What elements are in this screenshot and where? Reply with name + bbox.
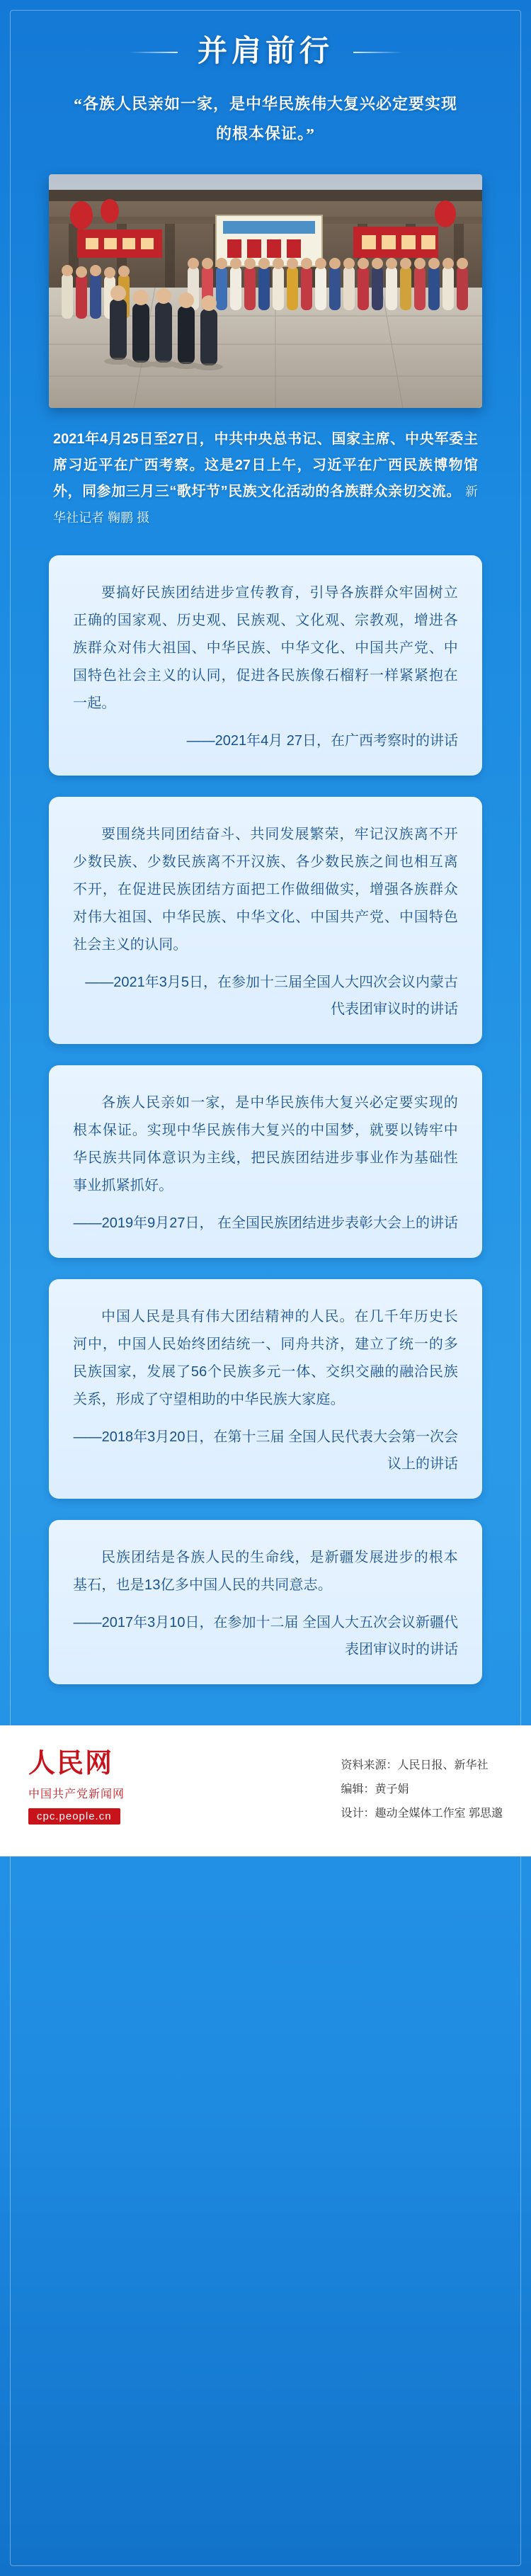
page-footer — [0, 1725, 531, 1856]
footer-credits — [341, 1749, 503, 1825]
poster-header — [27, 0, 504, 69]
quote-card-body: 民族团结是各族人民的生命线，是新疆发展进步的根本基石，也是13亿多中国人民的共同意志。 — [73, 1550, 458, 1594]
quote-card — [49, 1065, 482, 1258]
feature-photo-illustration — [49, 174, 482, 408]
photo-caption-text: 2021年4月25日至27日，中共中央总书记、国家主席、中央军委主席习近平在广西考察。这是27日上午，习近平在广西民族博物馆外，同参加三月三“歌圩节”民族文化活动的各族群众亲切交流。 — [53, 431, 478, 500]
quote-card — [49, 797, 482, 1044]
quote-card-source: ——2021年3月5日，在参加十三届全国人大四次会议内蒙古代表团审议时的讲话 — [85, 975, 458, 1018]
quote-card-body: 要围绕共同团结奋斗、共同发展繁荣，牢记汉族离不开少数民族、少数民族离不开汉族、各少数民族之间也相互离不开，在促进民族团结方面把工作做细做实，增强各族群众对伟大祖国、中华民族、中华文化、中国共产党、中国特色社会主义的认同。 — [73, 827, 458, 953]
page-title: 并肩前行 — [197, 35, 333, 68]
hero-quote-text: 各族人民亲如一家，是中华民族伟大复兴必定要实现的根本保证。 — [82, 95, 457, 143]
hero-quote — [67, 91, 464, 150]
feature-photo — [49, 174, 482, 408]
quote-card-list — [27, 555, 504, 1713]
photo-caption — [53, 426, 478, 531]
quote-card-body: 各族人民亲如一家，是中华民族伟大复兴必定要实现的根本保证。实现中华民族伟大复兴的中国梦，就要以铸牢中华民族共同体意识为主线，把民族团结进步事业作为基础性事业抓紧抓好。 — [73, 1095, 458, 1194]
quote-open-mark: “ — [73, 96, 83, 115]
logo-title: 人民网 — [28, 1749, 114, 1779]
logo-url-badge[interactable]: cpc.people.cn — [28, 1808, 120, 1825]
title-wrap — [190, 34, 341, 69]
people-cn-logo[interactable] — [28, 1749, 205, 1825]
quote-card — [49, 1279, 482, 1499]
footer-source-line: 资料来源：人民日报、新华社 — [341, 1759, 489, 1772]
footer-editor-line: 编辑：黄子娟 — [341, 1783, 409, 1795]
title-flourish-left-icon — [128, 52, 178, 53]
title-flourish-right-icon — [353, 52, 403, 53]
quote-card-body: 要搞好民族团结进步宣传教育，引导各族群众牢固树立正确的国家观、历史观、民族观、文化观、宗教观，增进各族群众对伟大祖国、中华民族、中华文化、中国共产党、中国特色社会主义的认同，促进各民族像石榴籽一样紧紧抱在一起。 — [73, 585, 458, 712]
photo-credit: 新华社记者 鞠鹏 摄 — [53, 484, 478, 526]
quote-card — [49, 1520, 482, 1684]
quote-close-mark: ” — [306, 126, 315, 145]
quote-card-source: ——2018年3月20日，在第十三届 全国人民代表大会第一次会议上的讲话 — [73, 1429, 458, 1473]
logo-subtitle: 中国共产党新闻网 — [28, 1788, 125, 1801]
footer-design-line: 设计：趣动全媒体工作室 郭思邈 — [341, 1807, 503, 1820]
quote-card-body: 中国人民是具有伟大团结精神的人民。在几千年历史长河中，中国人民始终团结统一、同舟共济，建立了统一的多民族国家，发展了56个民族多元一体、交织交融的融洽民族关系，形成了守望相助的中华民族大家庭。 — [73, 1309, 458, 1408]
quote-card-source: ——2021年4月 27日，在广西考察时的讲话 — [186, 733, 458, 749]
quote-card-source: ——2019年9月27日， 在全国民族团结进步表彰大会上的讲话 — [73, 1215, 458, 1232]
quote-card-source: ——2017年3月10日，在参加十二届 全国人大五次会议新疆代表团审议时的讲话 — [73, 1615, 458, 1658]
quote-card — [49, 555, 482, 776]
